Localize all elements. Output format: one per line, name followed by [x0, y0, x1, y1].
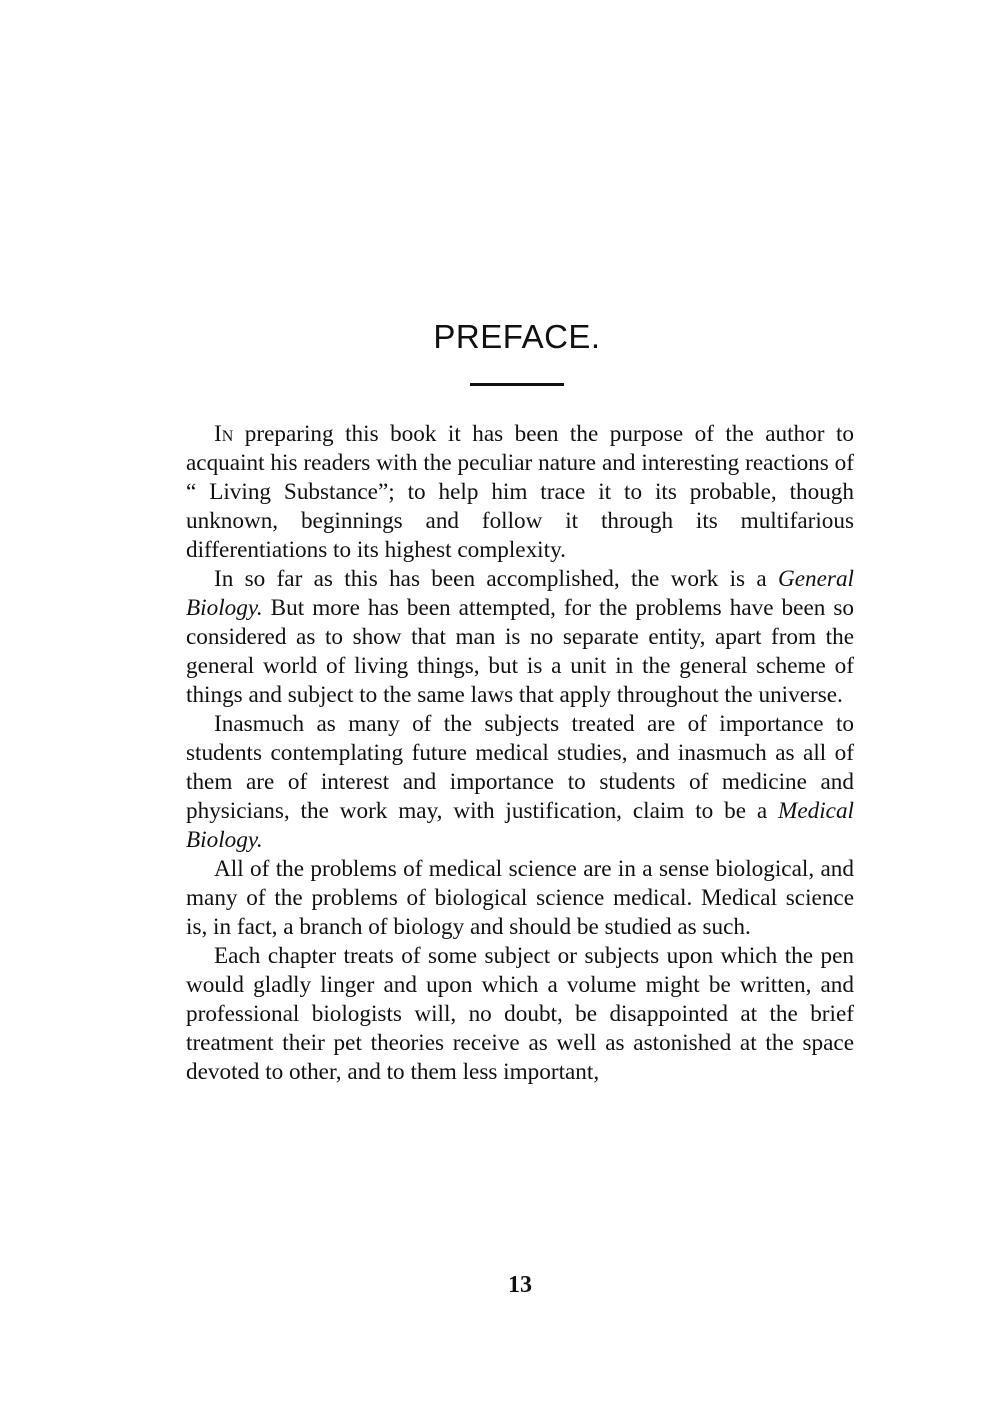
- paragraph-5: [186, 942, 854, 1087]
- paragraph-text: preparing this book it has been the purpose of the author to acquaint his readers with the peculiar nature and interesting reactions of “ Living Substance”; to help him trace it to its probable, though unknown, beginnings and follow it through its multifarious differentiations to its highest complexity.: [186, 421, 854, 563]
- paragraph-text: Inasmuch as many of the subjects treated are of importance to students contemplating future medical studies, and inasmuch as all of them are of interest and importance to students of medicine and physicians, the work may, with justification, claim to be a: [186, 711, 854, 824]
- paragraph-1: [186, 420, 854, 565]
- paragraph-text: Each chapter treats of some subject or subjects upon which the pen would gladly linger and upon which a volume might be written, and professional biologists will, no doubt, be disappointed at the brief treatment their pet theories receive as well as astonished at the space devoted to other, and to them less important,: [186, 943, 854, 1085]
- preface-body: [186, 420, 854, 1087]
- italic-term: General Biology.: [186, 566, 854, 621]
- paragraph-2: [186, 565, 854, 710]
- paragraph-4: [186, 855, 854, 942]
- paragraph-text: But more has been attempted, for the problems have been so considered as to show that man is no separate entity, apart from the general world of living things, but is a unit in the general scheme of things and subject to the same laws that apply throughout the universe.: [186, 595, 854, 708]
- paragraph-text: In so far as this has been accomplished, the work is a: [214, 566, 778, 592]
- paragraph-text: All of the problems of medical science are in a sense biological, and many of the problems of biological science medical. Medical science is, in fact, a branch of biology and should be studied as such.: [186, 856, 854, 940]
- paragraph-3: [186, 710, 854, 855]
- italic-term: Medical Biology.: [186, 798, 854, 853]
- drop-lead-word: In: [214, 421, 234, 447]
- page-title: PREFACE.: [433, 318, 601, 355]
- title-divider: [470, 383, 564, 386]
- page-number: 13: [508, 1272, 532, 1298]
